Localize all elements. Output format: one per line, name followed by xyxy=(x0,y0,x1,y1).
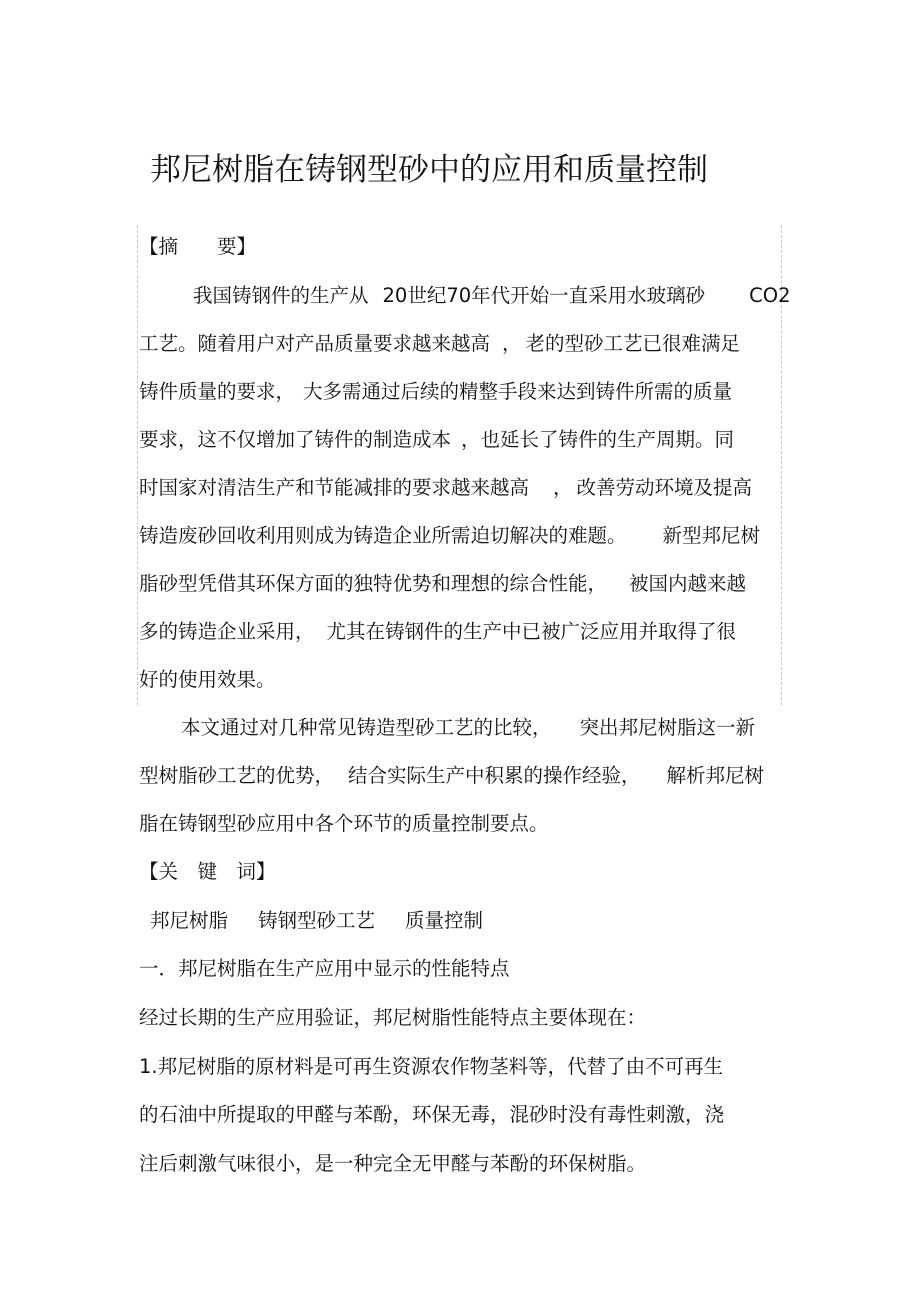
body-paragraph-line: 本文通过对几种常见铸造型砂工艺的比较， 突出邦尼树脂这一新 xyxy=(181,716,756,739)
abstract-heading: 【摘 要】 xyxy=(139,235,257,258)
keyword: 质量控制 xyxy=(405,909,484,932)
abstract-line: 要求，这不仅增加了铸件的制造成本 ，也延长了铸件的生产周期。同 xyxy=(139,428,735,451)
abstract-line: 多的铸造企业采用， 尤其在铸钢件的生产中已被广泛应用并取得了很 xyxy=(139,620,737,643)
abstract-line: 时国家对清洁生产和节能减排的要求越来越高 ， 改善劳动环境及提高 xyxy=(139,476,753,499)
document-title: 邦尼树脂在铸钢型砂中的应用和质量控制 xyxy=(150,152,708,188)
margin-guide-left xyxy=(137,225,138,705)
abstract-line: 好的使用效果。 xyxy=(139,668,276,691)
keyword: 邦尼树脂 xyxy=(150,909,229,932)
abstract-line: 铸件质量的要求， 大多需通过后续的精整手段来达到铸件所需的质量 xyxy=(139,380,733,403)
abstract-line: 铸造废砂回收利用则成为铸造企业所需迫切解决的难题。 新型邦尼树 xyxy=(139,524,761,547)
list-item-line: 注后刺激气味很小，是一种完全无甲醛与苯酚的环保树脂。 xyxy=(139,1152,647,1175)
abstract-line: 脂砂型凭借其环保方面的独特优势和理想的综合性能， 被国内越来越 xyxy=(139,572,747,595)
keyword: 铸钢型砂工艺 xyxy=(258,909,376,932)
body-paragraph-line: 型树脂砂工艺的优势， 结合实际生产中积累的操作经验， 解析邦尼树 xyxy=(139,764,765,787)
section-heading: 一．邦尼树脂在生产应用中显示的性能特点 xyxy=(139,957,510,980)
abstract-line: 工艺。随着用户对产品质量要求越来越高 ， 老的型砂工艺已很难满足 xyxy=(139,332,741,355)
keywords-heading: 【关 键 词】 xyxy=(139,860,276,883)
section-intro: 经过长期的生产应用验证，邦尼树脂性能特点主要体现在： xyxy=(139,1006,647,1029)
list-item-line: 1.邦尼树脂的原材料是可再生资源农作物茎料等，代替了由不可再生 xyxy=(139,1055,724,1078)
body-paragraph-line: 脂在铸钢型砂应用中各个环节的质量控制要点。 xyxy=(139,812,549,835)
keywords-list xyxy=(150,906,483,936)
abstract-line: 我国铸钢件的生产从 20世纪70年代开始一直采用水玻璃砂 CO2 xyxy=(193,284,791,307)
list-item-line: 的石油中所提取的甲醛与苯酚，环保无毒，混砂时没有毒性刺激，浇 xyxy=(139,1103,725,1126)
